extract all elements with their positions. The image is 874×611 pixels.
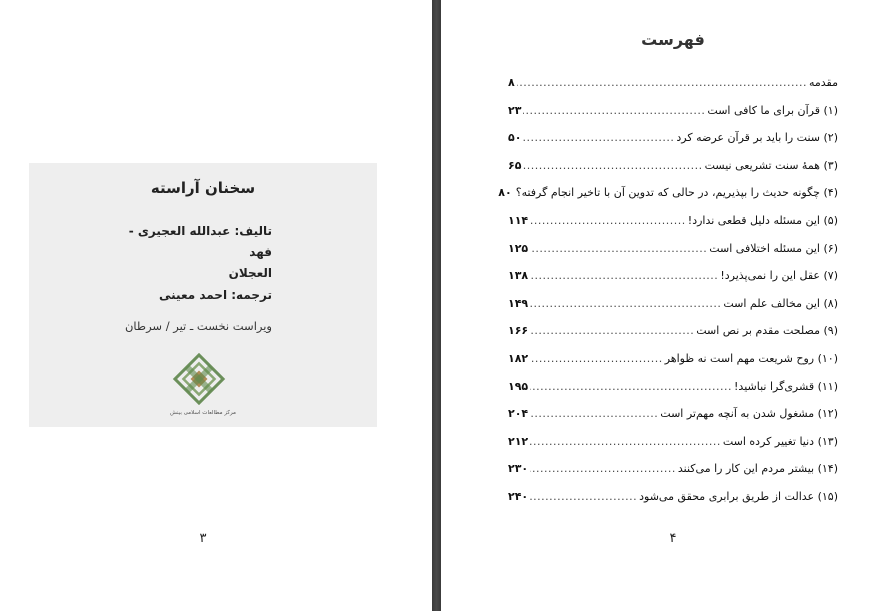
toc-entry-title: (۳) همهٔ سنت تشریعی نیست (704, 158, 838, 172)
toc-leader-dots (530, 407, 658, 420)
toc-entry-page: ۸۰ (498, 186, 512, 200)
toc-entry[interactable] (508, 297, 838, 317)
toc-leader-dots (523, 104, 705, 117)
toc-entry-title: (۱۳) دنیا تغییر کرده است (722, 434, 838, 448)
toc-leader-dots (530, 380, 732, 393)
toc-entry[interactable] (508, 104, 838, 124)
logo-caption: مرکز مطالعات اسلامی بینش (169, 410, 236, 416)
toc-entry-title: (۷) عقل این را نمی‌پذیرد! (720, 269, 838, 283)
toc-entry-title: (۶) این مسئله اختلافی است (709, 241, 838, 255)
toc-entry-page: ۱۹۵ (508, 379, 529, 393)
toc-entry-page: ۶۵ (508, 158, 522, 172)
toc-leader-dots (530, 462, 676, 475)
toc-entry-page: ۵۰ (508, 131, 522, 145)
toc-entry-page: ۱۴۹ (508, 296, 529, 310)
toc-entry[interactable] (508, 159, 838, 179)
book-edition: ویراست نخست ـ تیر / سرطان (124, 319, 272, 333)
right-page (441, 0, 874, 611)
book-title: سخنان آراسته (150, 179, 256, 197)
page-number-right: ۴ (669, 531, 677, 546)
toc-entry[interactable] (508, 76, 838, 96)
toc-leader-dots (530, 324, 694, 337)
book-translator: ترجمه: احمد معینی (159, 288, 272, 302)
toc-leader-dots (530, 297, 721, 310)
toc-leader-dots (530, 435, 721, 448)
toc-entry[interactable] (508, 490, 838, 510)
toc-entry[interactable] (508, 131, 838, 151)
toc-entry[interactable] (508, 380, 838, 400)
toc-entry[interactable] (508, 352, 838, 372)
toc-entry[interactable] (508, 462, 838, 482)
toc-leader-dots (530, 242, 707, 255)
toc-entry-page: ۱۸۲ (508, 352, 529, 365)
toc-entry-title: (۱۱) قشری‌گرا نباشید! (734, 379, 838, 393)
toc-leader-dots (523, 131, 674, 144)
toc-entry[interactable] (498, 186, 838, 206)
toc-entry-page: ۱۱۴ (508, 214, 529, 227)
toc-entry-page: ۲۱۲ (508, 434, 529, 448)
toc-entry[interactable] (508, 435, 838, 455)
toc-entry-title: (۱۵) عدالت از طریق برابری محقق می‌شود (639, 490, 838, 503)
toc-entry[interactable] (508, 242, 838, 262)
toc-entry-title: (۱۴) بیشتر مردم این کار را می‌کنند (677, 462, 838, 476)
toc-leader-dots (530, 214, 686, 227)
toc-entry-title: (۱۲) مشغول شدن به آنچه مهم‌تر است (660, 407, 838, 421)
toc-entry-page: ۱۶۶ (508, 324, 529, 338)
toc-leader-dots (517, 76, 807, 89)
toc-leader-dots (530, 352, 663, 365)
toc-entry-page: ۸ (508, 76, 515, 89)
toc-leader-dots (530, 269, 718, 282)
book-authors (112, 221, 272, 284)
publisher-logo-icon (169, 353, 229, 405)
toc-entry-title: (۴) چگونه حدیث را بپذیریم، در حالی که تدوین آن با تاخیر انجام گرفته؟ (515, 186, 838, 200)
toc-entry-title: (۱۰) روح شریعت مهم است نه ظواهر (664, 352, 838, 365)
toc-entry[interactable] (508, 214, 838, 234)
toc-entry-page: ۱۳۸ (508, 269, 529, 283)
book-cover (29, 163, 377, 427)
toc-entry-title: مقدمه (808, 76, 838, 89)
toc-entry-page: ۲۳۰ (508, 462, 529, 476)
toc-entry-page: ۲۴۰ (508, 490, 529, 503)
toc-entry-title: (۱) قرآن برای ما کافی است (707, 103, 838, 117)
toc-leader-dots (530, 490, 637, 503)
toc-entry-page: ۲۳ (508, 103, 522, 117)
toc-entry-page: ۱۲۵ (508, 241, 529, 255)
toc-entry[interactable] (508, 324, 838, 344)
toc-entry[interactable] (508, 269, 838, 289)
toc-entry-title: (۸) این مخالف علم است (723, 296, 838, 310)
toc-heading: فهرست (641, 30, 705, 49)
toc-entry-title: (۹) مصلحت مقدم بر نص است (696, 324, 838, 338)
toc-entry-title: (۵) این مسئله دلیل قطعی ندارد! (687, 214, 838, 227)
authors-line-2: العجلان (228, 266, 272, 280)
toc-leader-dots (523, 159, 702, 172)
authors-line-1: تالیف: عبدالله العجیری - فهد (128, 224, 272, 259)
page-gutter (432, 0, 441, 611)
toc-entry-page: ۲۰۴ (508, 407, 529, 421)
page-number-left: ۳ (199, 531, 207, 546)
left-page (0, 0, 432, 611)
toc-entry[interactable] (508, 407, 838, 427)
toc-entry-title: (۲) سنت را باید بر قرآن عرضه کرد (676, 131, 838, 145)
